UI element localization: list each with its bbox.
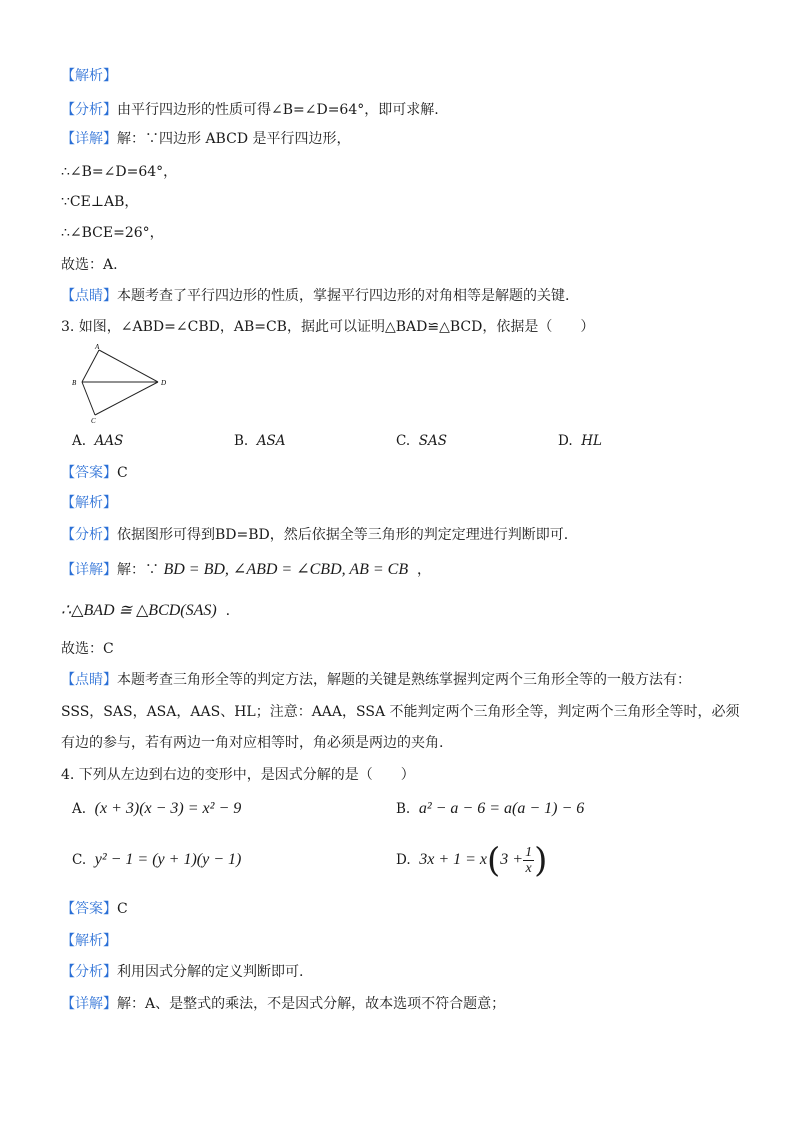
- analysis-line: [61, 526, 568, 544]
- answer-tag: 【答案】: [61, 901, 117, 917]
- option-b[interactable]: [234, 432, 286, 450]
- analysis-heading: 【解析】: [61, 933, 117, 949]
- option-expression: (x + 3)(x − 3) = x² − 9: [94, 800, 242, 817]
- fraction-numerator: 1: [525, 845, 533, 860]
- point-label-c: C: [91, 417, 96, 423]
- option-letter: A.: [72, 433, 87, 449]
- conclusion-math: ∴△BAD ≅ △BCD(SAS): [61, 602, 217, 619]
- question-4-stem: 4. 下列从左边到右边的变形中，是因式分解的是（ ）: [61, 767, 415, 783]
- analysis-tag: 【分析】: [61, 527, 117, 543]
- comment-text: 本题考查三角形全等的判定方法，解题的关键是熟练掌握判定两个三角形全等的一般方法有：: [117, 672, 691, 688]
- solution-text: 解：∵四边形 ABCD 是平行四边形，: [117, 131, 351, 147]
- solution-tag: 【详解】: [61, 131, 117, 147]
- analysis-text: 利用因式分解的定义判断即可.: [117, 964, 304, 980]
- analysis-tag: 【分析】: [61, 964, 117, 980]
- option-letter: B.: [234, 433, 249, 449]
- left-paren: (: [487, 840, 501, 881]
- segment-cd: [95, 382, 158, 415]
- option-letter: A.: [72, 801, 87, 817]
- comment-text-line: 有边的参与，若有两边一角对应相等时，角必须是两边的夹角.: [61, 735, 444, 751]
- solution-math: BD = BD, ∠ABD = ∠CBD, AB = CB: [163, 561, 409, 578]
- analysis-text: 由平行四边形的性质可得∠B=∠D=64°，即可求解.: [117, 102, 439, 118]
- fraction: [523, 845, 534, 876]
- comment-line: [61, 287, 569, 305]
- option-d[interactable]: [558, 432, 602, 450]
- solution-suffix: ，: [417, 562, 432, 578]
- solution-line: [61, 561, 431, 579]
- solution-step: ∴∠B=∠D=64°，: [61, 164, 178, 180]
- option-letter: D.: [396, 852, 411, 868]
- solution-step: ∵CE⊥AB，: [61, 194, 139, 210]
- option-c[interactable]: [396, 432, 447, 450]
- kite-diagram: [70, 343, 175, 423]
- answer-line: [61, 464, 128, 482]
- option-letter: C.: [396, 433, 411, 449]
- choice-statement: 故选：C: [61, 641, 114, 657]
- segment-bc: [82, 382, 95, 415]
- option-text: SAS: [418, 433, 447, 449]
- answer-line: [61, 900, 128, 918]
- analysis-heading: 【解析】: [61, 68, 117, 84]
- solution-text: 解：A、是整式的乘法，不是因式分解，故本选项不符合题意；: [117, 996, 506, 1012]
- comment-line: [61, 671, 691, 689]
- segment-ad: [99, 350, 158, 382]
- option-letter: C.: [72, 852, 87, 868]
- analysis-heading: 【解析】: [61, 495, 117, 511]
- analysis-line: [61, 101, 439, 119]
- comment-tag: 【点睛】: [61, 288, 117, 304]
- point-label-b: B: [72, 379, 77, 387]
- solution-line: [61, 995, 505, 1013]
- option-text: AAS: [94, 433, 124, 449]
- option-d[interactable]: [396, 840, 547, 880]
- solution-tag: 【详解】: [61, 996, 117, 1012]
- option-expression: y² − 1 = (y + 1)(y − 1): [94, 851, 242, 868]
- option-c[interactable]: [72, 851, 241, 869]
- segment-ab: [82, 350, 99, 382]
- analysis-tag: 【分析】: [61, 102, 117, 118]
- right-paren: ): [534, 840, 548, 881]
- option-text: HL: [581, 433, 602, 449]
- answer-value: C: [117, 465, 128, 481]
- comment-text: 本题考查了平行四边形的性质，掌握平行四边形的对角相等是解题的关键.: [117, 288, 570, 304]
- option-text: ASA: [256, 433, 286, 449]
- option-expression-inner: 3 +: [500, 851, 524, 868]
- solution-prefix: 解：∵: [117, 562, 159, 578]
- analysis-text: 依据图形可得到BD=BD，然后依据全等三角形的判定定理进行判断即可.: [117, 527, 569, 543]
- answer-value: C: [117, 901, 128, 917]
- solution-step: ∴∠BCE=26°，: [61, 225, 164, 241]
- option-expression: a² − a − 6 = a(a − 1) − 6: [418, 800, 585, 817]
- option-b[interactable]: [396, 800, 584, 818]
- kite-figure: [70, 343, 175, 423]
- solution-tag: 【详解】: [61, 562, 117, 578]
- option-letter: D.: [558, 433, 573, 449]
- point-label-a: A: [95, 343, 100, 351]
- point-label-d: D: [161, 379, 167, 387]
- conclusion-line: [61, 602, 230, 620]
- answer-tag: 【答案】: [61, 465, 117, 481]
- fraction-denominator: x: [525, 861, 532, 876]
- comment-tag: 【点睛】: [61, 672, 117, 688]
- option-letter: B.: [396, 801, 411, 817]
- solution-line: [61, 130, 351, 148]
- comment-text-line: SSS，SAS，ASA，AAS、HL；注意：AAA，SSA 不能判定两个三角形全等，判定两个三角形全等时，必须: [61, 704, 740, 720]
- analysis-line: [61, 963, 303, 981]
- option-expression: 3x + 1 = x: [419, 851, 488, 868]
- option-a[interactable]: [72, 800, 241, 818]
- choice-statement: 故选：A.: [61, 257, 118, 273]
- question-3-stem: 3. 如图，∠ABD=∠CBD，AB=CB，据此可以证明△BAD≌△BCD，依据是（ ）: [61, 319, 595, 335]
- option-a[interactable]: [72, 432, 123, 450]
- conclusion-suffix: .: [225, 603, 231, 619]
